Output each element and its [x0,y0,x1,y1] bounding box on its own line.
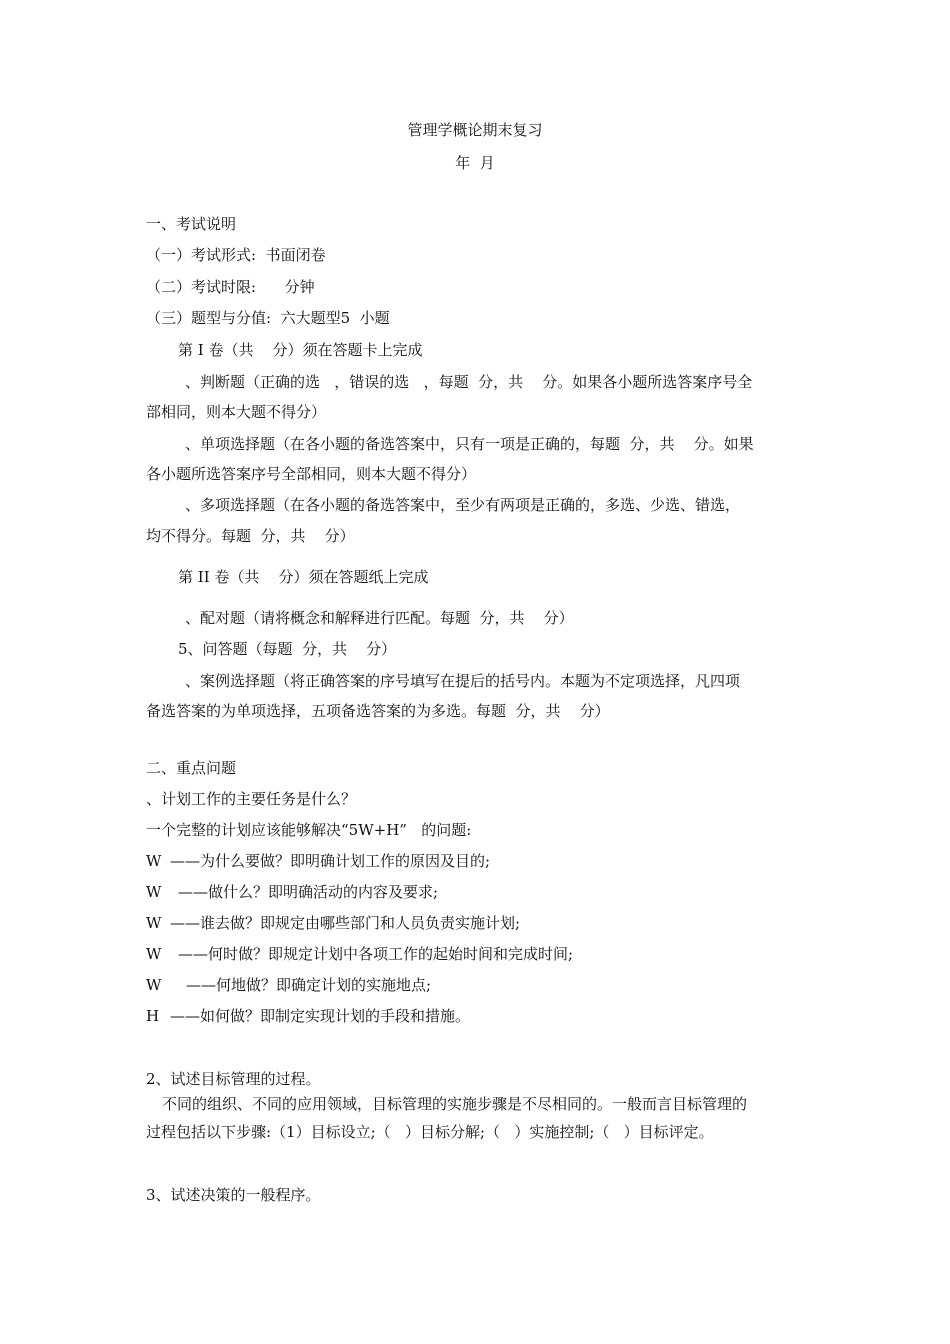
wh-text: ——为什么要做？即明确计划工作的原因及目的; [170,852,491,870]
wh-text: ——谁去做？即规定由哪些部门和人员负责实施计划; [170,914,521,932]
wh-text: ——何地做？即确定计划的实施地点; [186,976,432,994]
q6-line1: 、案例选择题（将正确答案的序号填写在提后的括号内。本题为不定项选择，凡四项 [185,672,741,690]
q2-line2: 各小题所选答案序号全部相同，则本大题不得分） [146,465,477,483]
wh-text: ——做什么？即明确活动的内容及要求; [178,883,439,901]
p3-question: 3、试述决策的一般程序。 [146,1186,321,1204]
p1-intro: 一个完整的计划应该能够解决“5W+H” 的问题: [146,821,472,839]
wh-letter: H [146,1007,160,1025]
section1-heading: 一、考试说明 [146,215,237,233]
date-line: 年 月 [455,154,495,172]
wh-letter: W [146,852,162,870]
section2-heading: 二、重点问题 [146,759,237,777]
q1-line2: 部相同，则本大题不得分） [146,403,327,421]
wh-letter: W [146,883,162,901]
q5: 5、问答题（每题 分，共 分） [178,640,397,658]
wh-letter: W [146,976,162,994]
wh-text: ——如何做？即制定实现计划的手段和措施。 [170,1007,471,1025]
q1-line1: 、判断题（正确的选 ，错误的选 ，每题 分，共 分。如果各小题所选答案序号全 [185,373,753,391]
p2-line2: 过程包括以下步骤:（1）目标设立;（ ）目标分解;（ ）实施控制;（ ）目标评定。 [146,1123,714,1141]
q4: 、配对题（请将概念和解释进行匹配。每题 分，共 分） [185,609,574,627]
page-title: 管理学概论期末复习 [407,121,543,139]
wh-letter: W [146,945,162,963]
exam-time: （二）考试时限: 分钟 [146,278,315,296]
q6-line2: 备选答案的为单项选择，五项备选答案的为多选。每题 分，共 分） [146,702,610,720]
volume-2: 第 II 卷（共 分）须在答题纸上完成 [178,568,429,586]
q2-line1: 、单项选择题（在各小题的备选答案中，只有一项是正确的，每题 分，共 分。如果 [185,435,754,453]
p2-question: 2、试述目标管理的过程。 [146,1070,321,1088]
p2-line1: 不同的组织、不同的应用领域，目标管理的实施步骤是不尽相同的。一般而言目标管理的 [162,1095,748,1113]
volume-1: 第 I 卷（共 分）须在答题卡上完成 [178,341,423,359]
wh-text: ——何时做？即规定计划中各项工作的起始时间和完成时间; [178,945,574,963]
q3-line2: 均不得分。每题 分，共 分） [146,527,355,545]
q3-line1: 、多项选择题（在各小题的备选答案中，至少有两项是正确的，多选、少选、错选， [185,496,741,514]
wh-letter: W [146,914,162,932]
exam-form: （一）考试形式: 书面闭卷 [146,246,326,264]
exam-types: （三）题型与分值: 六大题型5 小题 [146,309,390,327]
p1-question: 、计划工作的主要任务是什么？ [146,790,357,808]
